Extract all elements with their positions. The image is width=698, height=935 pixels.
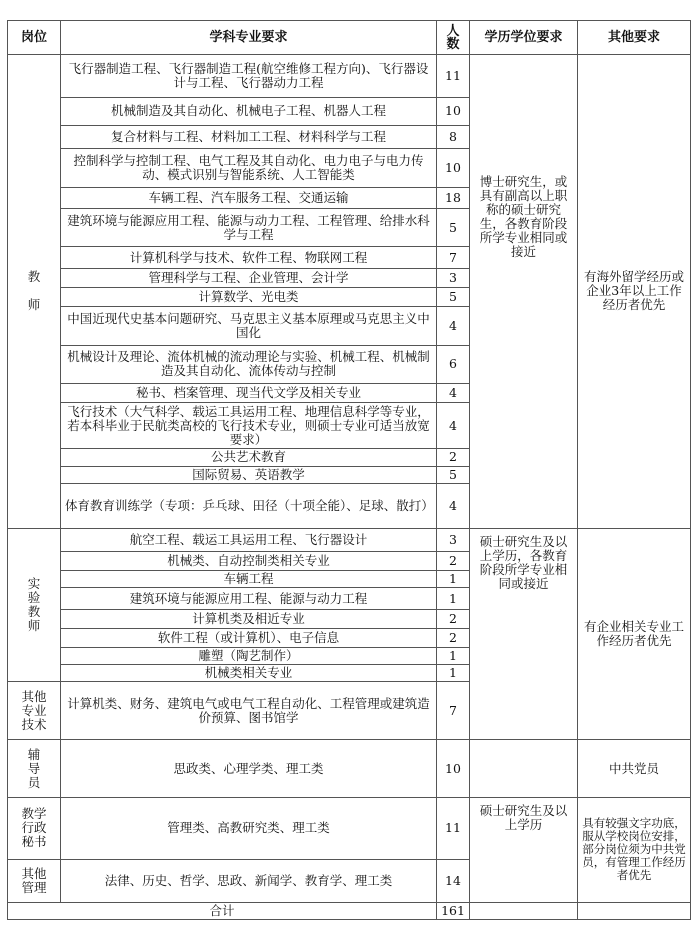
count-cell: 10: [437, 97, 470, 125]
count-cell: 5: [437, 208, 470, 246]
header-count: 人数: [437, 21, 470, 55]
major-cell: 体育教育训练学（专项：乒乓球、田径（十项全能）、足球、散打）: [61, 483, 437, 528]
count-cell: 10: [437, 149, 470, 187]
count-cell: 14: [437, 859, 470, 902]
major-cell: 软件工程（或计算机）、电子信息: [61, 628, 437, 647]
major-cell: 国际贸易、英语教学: [61, 466, 437, 483]
post-cell: 其他 专业 技术: [8, 682, 61, 740]
major-cell: 控制科学与控制工程、电气工程及其自动化、电力电子与电力传动、模式识别与智能系统、人工智能类: [61, 149, 437, 187]
major-cell: 机械类、自动控制类相关专业: [61, 552, 437, 571]
count-cell: 7: [437, 247, 470, 268]
total-label: 合计: [8, 902, 437, 919]
post-cell: 教 师: [8, 55, 61, 529]
major-cell: 思政类、心理学类、理工类: [61, 740, 437, 798]
count-cell: 8: [437, 125, 470, 149]
post-cell: 教学 行政 秘书: [8, 797, 61, 859]
total-count: 161: [437, 902, 470, 919]
major-cell: 雕塑（陶艺制作）: [61, 648, 437, 665]
total-empty-degree: [470, 902, 578, 919]
major-cell: 飞行技术（大气科学、载运工具运用工程、地理信息科学等专业，若本科毕业于民航类高校的飞行技术专业，则硕士专业可适当放宽要求）: [61, 403, 437, 449]
count-cell: 6: [437, 345, 470, 383]
major-cell: 机械类相关专业: [61, 665, 437, 682]
count-cell: 18: [437, 187, 470, 208]
major-cell: 复合材料与工程、材料加工工程、材料科学与工程: [61, 125, 437, 149]
count-cell: 2: [437, 628, 470, 647]
major-cell: 建筑环境与能源应用工程、能源与动力工程、工程管理、给排水科学与工程: [61, 208, 437, 246]
major-cell: 公共艺术教育: [61, 449, 437, 466]
major-cell: 管理类、高教研究类、理工类: [61, 797, 437, 859]
total-empty-other: [578, 902, 691, 919]
count-cell: 2: [437, 449, 470, 466]
count-cell: 11: [437, 797, 470, 859]
count-cell: 4: [437, 307, 470, 345]
degree-cell: 硕士研究生及以上学历，各教育阶段所学专业相同或接近: [470, 528, 578, 740]
count-cell: 4: [437, 403, 470, 449]
table-row: [8, 740, 691, 798]
count-cell: 2: [437, 552, 470, 571]
other-cell: 有海外留学经历或企业3年以上工作经历者优先: [578, 55, 691, 529]
count-cell: 1: [437, 588, 470, 609]
header-other: 其他要求: [578, 21, 691, 55]
major-cell: 计算机类、财务、建筑电气或电气工程自动化、工程管理或建筑造价预算、图书馆学: [61, 682, 437, 740]
major-cell: 航空工程、载运工具运用工程、飞行器设计: [61, 528, 437, 552]
other-cell: 具有较强文字功底，服从学校岗位安排，部分岗位须为中共党员，有管理工作经历者优先: [578, 797, 691, 902]
table-body: [8, 55, 691, 920]
major-cell: 机械制造及其自动化、机械电子工程、机器人工程: [61, 97, 437, 125]
major-cell: 秘书、档案管理、现当代文学及相关专业: [61, 384, 437, 403]
post-cell: 其他 管理: [8, 859, 61, 902]
count-cell: 1: [437, 648, 470, 665]
degree-cell-empty: [470, 740, 578, 798]
count-cell: 2: [437, 609, 470, 628]
major-cell: 机械设计及理论、流体机械的流动理论与实验、机械工程、机械制造及其自动化、流体传动与控制: [61, 345, 437, 383]
header-major: 学科专业要求: [61, 21, 437, 55]
post-cell: 辅 导 员: [8, 740, 61, 798]
table-row: [8, 797, 691, 859]
table-row: [8, 528, 691, 552]
header-row: [8, 21, 691, 55]
other-cell: 中共党员: [578, 740, 691, 798]
degree-cell: 硕士研究生及以上学历: [470, 797, 578, 902]
major-cell: 计算数学、光电类: [61, 288, 437, 307]
count-cell: 11: [437, 55, 470, 98]
count-cell: 1: [437, 571, 470, 588]
major-cell: 计算机类及相近专业: [61, 609, 437, 628]
major-cell: 车辆工程: [61, 571, 437, 588]
count-cell: 10: [437, 740, 470, 798]
count-cell: 3: [437, 528, 470, 552]
degree-cell: 博士研究生，或具有副高以上职称的硕士研究生，各教育阶段所学专业相同或接近: [470, 55, 578, 529]
post-cell: 实 验 教 师: [8, 528, 61, 682]
header-degree: 学历学位要求: [470, 21, 578, 55]
count-cell: 3: [437, 268, 470, 287]
requirements-table: [7, 20, 691, 920]
count-cell: 7: [437, 682, 470, 740]
major-cell: 车辆工程、汽车服务工程、交通运输: [61, 187, 437, 208]
major-cell: 建筑环境与能源应用工程、能源与动力工程: [61, 588, 437, 609]
major-cell: 飞行器制造工程、飞行器制造工程(航空维修工程方向)、飞行器设计与工程、飞行器动力工程: [61, 55, 437, 98]
count-cell: 5: [437, 288, 470, 307]
count-cell: 4: [437, 384, 470, 403]
major-cell: 管理科学与工程、企业管理、会计学: [61, 268, 437, 287]
major-cell: 计算机科学与技术、软件工程、物联网工程: [61, 247, 437, 268]
total-row: [8, 902, 691, 919]
count-cell: 5: [437, 466, 470, 483]
major-cell: 中国近现代史基本问题研究、马克思主义基本原理或马克思主义中国化: [61, 307, 437, 345]
count-cell: 1: [437, 665, 470, 682]
count-cell: 4: [437, 483, 470, 528]
major-cell: 法律、历史、哲学、思政、新闻学、教育学、理工类: [61, 859, 437, 902]
other-cell: 有企业相关专业工作经历者优先: [578, 528, 691, 740]
header-post: 岗位: [8, 21, 61, 55]
table-row: [8, 55, 691, 98]
